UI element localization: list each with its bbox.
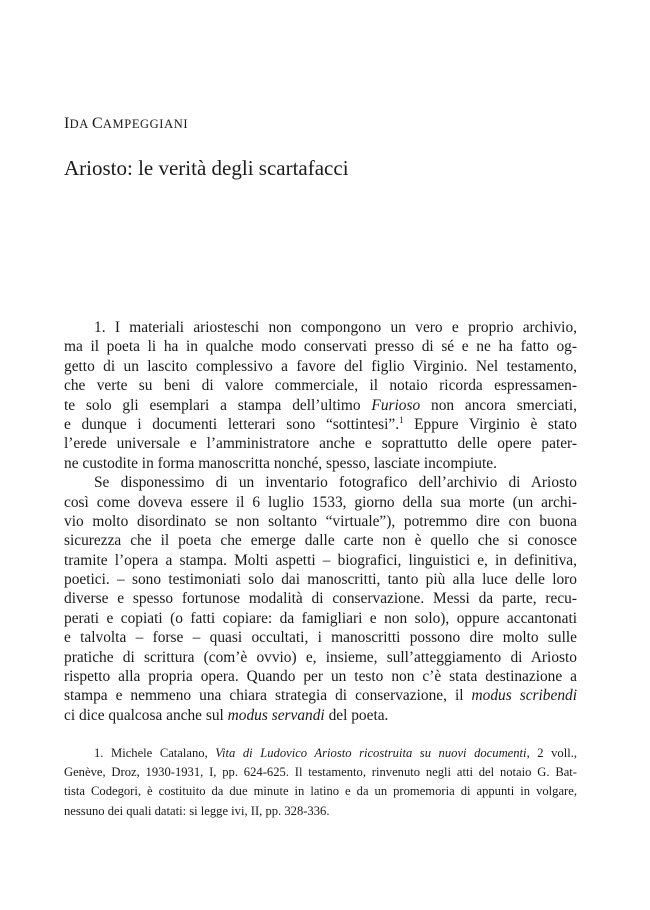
paragraph xyxy=(64,318,577,473)
footnote-line: 1. Michele Catalano, Vita di Ludovico Ariosto ricostruita su nuovi documenti, 2 voll., xyxy=(94,746,578,760)
footnote-line: nessuno dei quali datati: si legge ivi, II, pp. 328-336. xyxy=(64,803,330,818)
author-surname-initial: C xyxy=(91,115,103,132)
text-line: rispetto alla propria opera. Quando per un testo non c’è stata destinazione a xyxy=(64,668,577,686)
text-line: tramite l’opera a stampa. Molti aspetti – biografici, linguistici e, in definitiva, xyxy=(64,551,577,569)
text-line: che verte su beni di valore commerciale, il notaio ricorda espressamen- xyxy=(64,377,577,395)
italic-title: modus servandi xyxy=(227,706,325,724)
text-line: vio molto disordinato se non soltanto “virtuale”), potremmo dire con buona xyxy=(64,512,577,530)
text-line: getto di un lascito complessivo a favore del figlio Virginio. Nel testamento, xyxy=(64,357,577,375)
paragraph xyxy=(64,473,577,725)
text-line: ma il poeta li ha in qualche modo conservati presso di sé e ne ha fatto og- xyxy=(64,338,577,356)
text-line: Se disponessimo di un inventario fotografico dell’archivio di Ariosto xyxy=(94,474,577,492)
text-line: e dunque i documenti letterari sono “sottintesi”.$^1$ Eppure Virginio è stato xyxy=(64,414,577,433)
chapter-title: Ariosto: le verità degli scartafacci xyxy=(64,156,349,180)
text-line: sicurezza che il poeta che emerge dalle carte non è quello che si conosce xyxy=(64,532,577,550)
author-first-rest: DA xyxy=(69,117,92,131)
text-line: ci dice qualcosa anche sul modus servandi del poeta. xyxy=(64,706,389,724)
italic-title: modus scribendi xyxy=(471,687,577,705)
text-line: così come doveva essere il 6 luglio 1533, giorno della sua morte (un archi- xyxy=(64,493,577,511)
author-surname-rest: AMPEGGIANI xyxy=(102,117,189,131)
footnote xyxy=(64,744,577,821)
text-line: ne custodite in forma manoscritta nonché, spesso, lasciate incompiute. xyxy=(64,454,497,472)
text-line: perati e copiati (o fatti copiare: da famigliari e non solo), oppure accantonati xyxy=(64,609,577,627)
text-line: pratiche di scrittura (com’è ovvio) e, insieme, sull’atteggiamento di Ariosto xyxy=(64,648,577,666)
text-line: 1. I materiali ariosteschi non compongono un vero e proprio archivio, xyxy=(94,319,577,336)
text-line: diverse e spesso fortunose modalità di conservazione. Messi da parte, recu- xyxy=(64,590,577,608)
author-name xyxy=(64,115,188,133)
footnote-line: tista Codegori, è costituito da due minute in latino e da un promemoria di appunti in volgare, xyxy=(64,784,577,799)
text-line: stampa e nemmeno una chiara strategia di conservazione, il modus scribendi xyxy=(64,687,577,705)
text-line: l’erede universale e l’amministratore anche e soprattutto delle opere pater- xyxy=(64,435,577,453)
italic-title: Vita di Ludovico Ariosto ricostruita su nuovi documenti xyxy=(215,746,527,760)
text-line: e talvolta – forse – quasi occultati, i manoscritti possono dire molto sulle xyxy=(64,629,577,647)
italic-title: Furioso xyxy=(371,396,421,414)
text-line: poetici. – sono testimoniati solo dai manoscritti, tanto più alla luce delle loro xyxy=(64,571,577,589)
footnote-reference[interactable]: 1 xyxy=(399,414,404,425)
text-line: te solo gli esemplari a stampa dell’ultimo Furioso non ancora smerciati, xyxy=(64,396,577,414)
body-text xyxy=(64,318,577,725)
footnotes xyxy=(64,744,577,821)
author-initial: I xyxy=(64,115,70,132)
footnote-line: Genève, Droz, 1930-1931, I, pp. 624-625. Il testamento, rinvenuto negli atti del notaio G. Bat- xyxy=(64,765,577,780)
